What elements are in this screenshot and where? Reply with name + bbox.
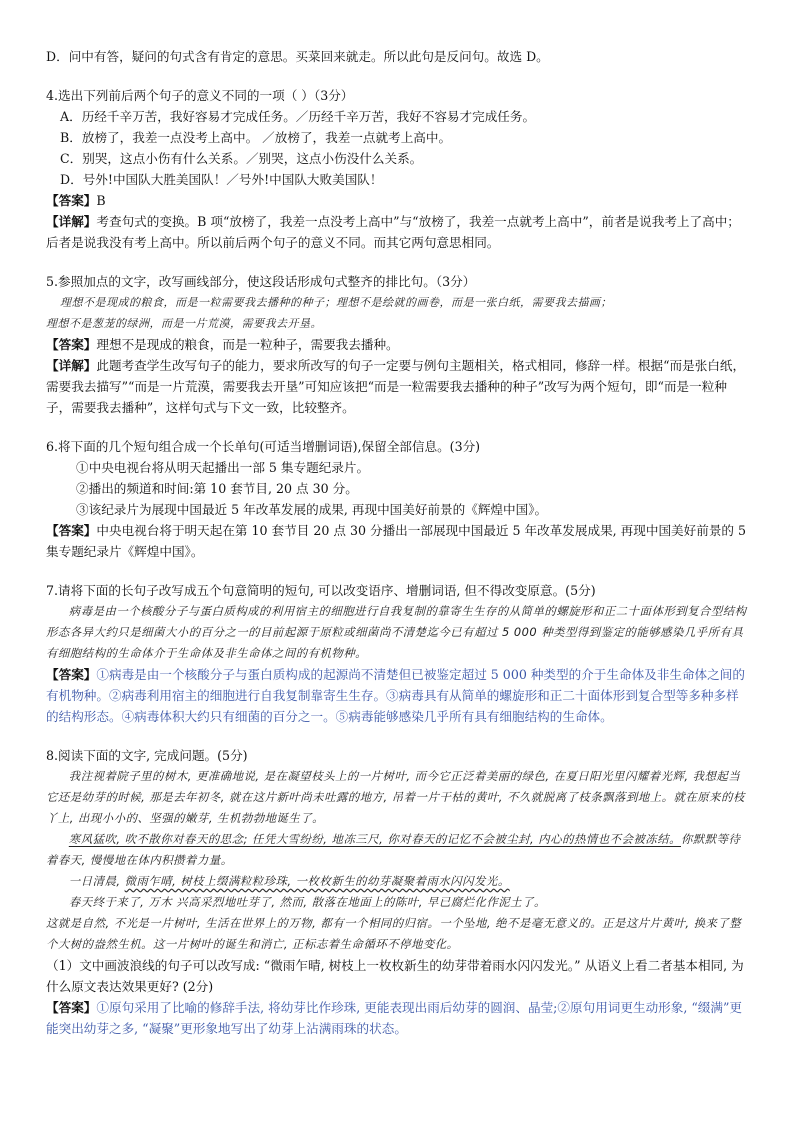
- question-5-detail: [46, 355, 748, 418]
- answer-text: ①病毒是由一个核酸分子与蛋白质构成的起源尚不清楚但已被鉴定超过 5 000 种类型的介于生命体及非生命体之间的有机物种。②病毒利用宿主的细胞进行自我复制靠寄生生存。③病毒具有从简单的螺旋形和正二十面体形到复合型等多种多样的结构形态。④病毒体积大约只有细菌的百分之一。⑤病毒能够感染几乎所有具有细胞结构的生命体。: [46, 667, 745, 724]
- question-8-title: 8.阅读下面的文字, 完成问题。(5分): [46, 748, 248, 763]
- answer-tag: 【答案】: [46, 1000, 97, 1015]
- detail-text: 此题考查学生改写句子的能力，要求所改写的句子一定要与例句主题相关，格式相同，修辞一样。根据: [96, 358, 664, 373]
- question-5-answer: [46, 334, 748, 355]
- question-4-answer: [46, 190, 748, 211]
- detail-tag: 【详解】: [46, 358, 97, 373]
- question-8-sub-1: （1）文中画波浪线的句子可以改写成: “微雨乍晴, 树枝上一枚枚新生的幼芽带着雨水闪闪发光。” 从语义上看二者基本相同, 为什么原文表达效果更好? (2分): [46, 958, 744, 994]
- answer-text: 理想不是现成的粮食，而是一粒种子，需要我去播种。: [96, 337, 399, 352]
- question-7-title: 7.请将下面的长句子改写成五个句意简明的短句, 可以改变语序、增删词语, 但不得改变原意。(5分): [46, 583, 596, 598]
- question-4-detail: [46, 211, 748, 253]
- question-5-passage-line-2: 理想不是葱茏的绿洲，而是一片荒漠，需要我去开垦。: [46, 317, 322, 330]
- question-5-passage-line-1: 理想不是现成的粮食，而是一粒需要我去播种的种子；理想不是绘就的画卷，而是一张白纸，需要我去描画；: [60, 296, 612, 309]
- question-8-answer: [46, 997, 748, 1039]
- question-6-item-1: ①中央电视台将从明天起播出一部 5 集专题纪录片。: [76, 460, 370, 475]
- question-6-item-2: ②播出的频道和时间:第 10 套节目, 20 点 30 分。: [76, 481, 358, 496]
- question-7-passage: 病毒是由一个核酸分子与蛋白质构成的利用宿主的细胞进行自我复制的靠寄生生存的从简单的螺旋形和正二十面体形到复合型结构形态各异大约只是细菌大小的百分之一的目前起源于原粒或细菌尚不清楚迄今已有超过 5 000 种类型得到鉴定的能够感染几乎所有具有细胞结构的生命体介于生命体及非生命体之间的有机物种。: [46, 604, 747, 660]
- answer-tag: 【答案】: [46, 337, 97, 352]
- underlined-sentence: 寒风猛吹, 吹不散你对春天的思念; 任凭大雪纷纷, 地冻三尺, 你对春天的记忆不会被尘封, 内心的热情也不会被冻结。: [68, 832, 681, 846]
- question-7-answer: [46, 664, 748, 727]
- question-4-option-a: A．历经千辛万苦，我好容易才完成任务。／历经千辛万苦，我好不容易才完成任务。: [60, 109, 536, 124]
- answer-tag: 【答案】: [46, 667, 97, 682]
- detail-tag: 【详解】: [46, 214, 97, 229]
- question-8-passage-para-1: 我注视着院子里的树木, 更准确地说, 是在凝望枝头上的一片树叶, 而今它正泛着美丽的绿色, 在夏日阳光里闪耀着光辉, 我想起当它还是幼芽的时候, 那是去年初冬, 就在这片新叶尚未吐露的地方, 吊着一片干枯的黄叶, 不久就脱离了枝条飘落到地上。就在原来的枝丫上, 出现小小的、坚强的嫩芽, 生机勃勃地诞生了。: [46, 769, 745, 825]
- question-6-answer: [46, 520, 748, 562]
- question-8-passage-para-2: [46, 829, 748, 871]
- answer-tag: 【答案】: [46, 523, 97, 538]
- wavy-underlined-sentence: 微雨乍晴, 树枝上缀满粒粒珍珠, 一枚枚新生的幼芽凝聚着雨水闪闪发光。: [124, 874, 510, 888]
- detail-text-continued: “而是张白纸，需要我去描写”“而是一片荒漠，需要我去开垦”可知应该把“而是一粒需要我去播种的种子”改写为两个短句，即“而是一粒种子，需要我去播种”，这样句式与下文一致，比较整齐。: [46, 358, 746, 415]
- answer-text: 中央电视台将于明天起在第 10 套节目 20 点 30 分播出一部展现中国最近 5 年改革发展成果, 再现中国美好前景的 5 集专题纪录片《辉煌中国》。: [46, 523, 747, 559]
- question-8-passage-para-5: 这就是自然, 不光是一片树叶, 生活在世界上的万物, 都有一个相同的归宿。一个坠地, 绝不是毫无意义的。正是这片片黄叶, 换来了整个大树的盎然生机。这一片树叶的诞生和消亡, 正标志着生命循环不停地变化。: [46, 916, 742, 951]
- question-4-title: 4.选出下列前后两个句子的意义不同的一项（ ）（3分）: [46, 88, 354, 103]
- detail-text: 考查句式的变换。B 项“放榜了，我差一点没考上高中”与“放榜了，我差一点就考上高中”，前者是说我考上了高中；后者是说我没有考上高中。所以前后两个句子的意义不同。而其它两句意思相同。: [46, 214, 740, 250]
- answer-text: B: [96, 193, 106, 208]
- question-5-title: 5.参照加点的文字，改写画线部分，使这段话形成句式整齐的排比句。（3分）: [46, 274, 476, 289]
- question-8-passage-para-3: [46, 871, 748, 892]
- question-6-title: 6.将下面的几个短句组合成一个长单句(可适当增删词语),保留全部信息。(3分): [46, 439, 481, 454]
- question-4-option-c: C．别哭，这点小伤有什么关系。／别哭，这点小伤没什么关系。: [60, 151, 423, 166]
- question-6-item-3: ③该纪录片为展现中国最近 5 年改革发展的成果, 再现中国美好前景的《辉煌中国》。: [76, 502, 548, 517]
- prev-answer-explanation: D．问中有答，疑问的句式含有肯定的意思。买菜回来就走。所以此句是反问句。故选 D。: [46, 49, 549, 64]
- question-4-option-d: D．号外!中国队大胜美国队！／号外!中国队大败美国队！: [60, 172, 383, 187]
- question-8-passage-para-4: 春天终于来了, 万木 兴高采烈地吐芽了, 然而, 散落在地面上的陈叶, 早已腐烂化作泥土了。: [68, 895, 546, 909]
- answer-tag: 【答案】: [46, 193, 97, 208]
- answer-text: ①原句采用了比喻的修辞手法, 将幼芽比作珍珠, 更能表现出雨后幼芽的圆润、晶莹;②原句用词更生动形象, “缀满”更能突出幼芽之多, “凝聚”更形象地写出了幼芽上沾满雨珠的状态。: [46, 1000, 743, 1036]
- passage-text: 你默默等待着春天, 慢慢地在体内积攒着力量。: [46, 832, 741, 867]
- passage-text: 一日清晨,: [68, 874, 125, 888]
- question-4-option-b: B．放榜了，我差一点没考上高中。 ／放榜了，我差一点就考上高中。: [60, 130, 452, 145]
- document-page: [46, 46, 748, 1039]
